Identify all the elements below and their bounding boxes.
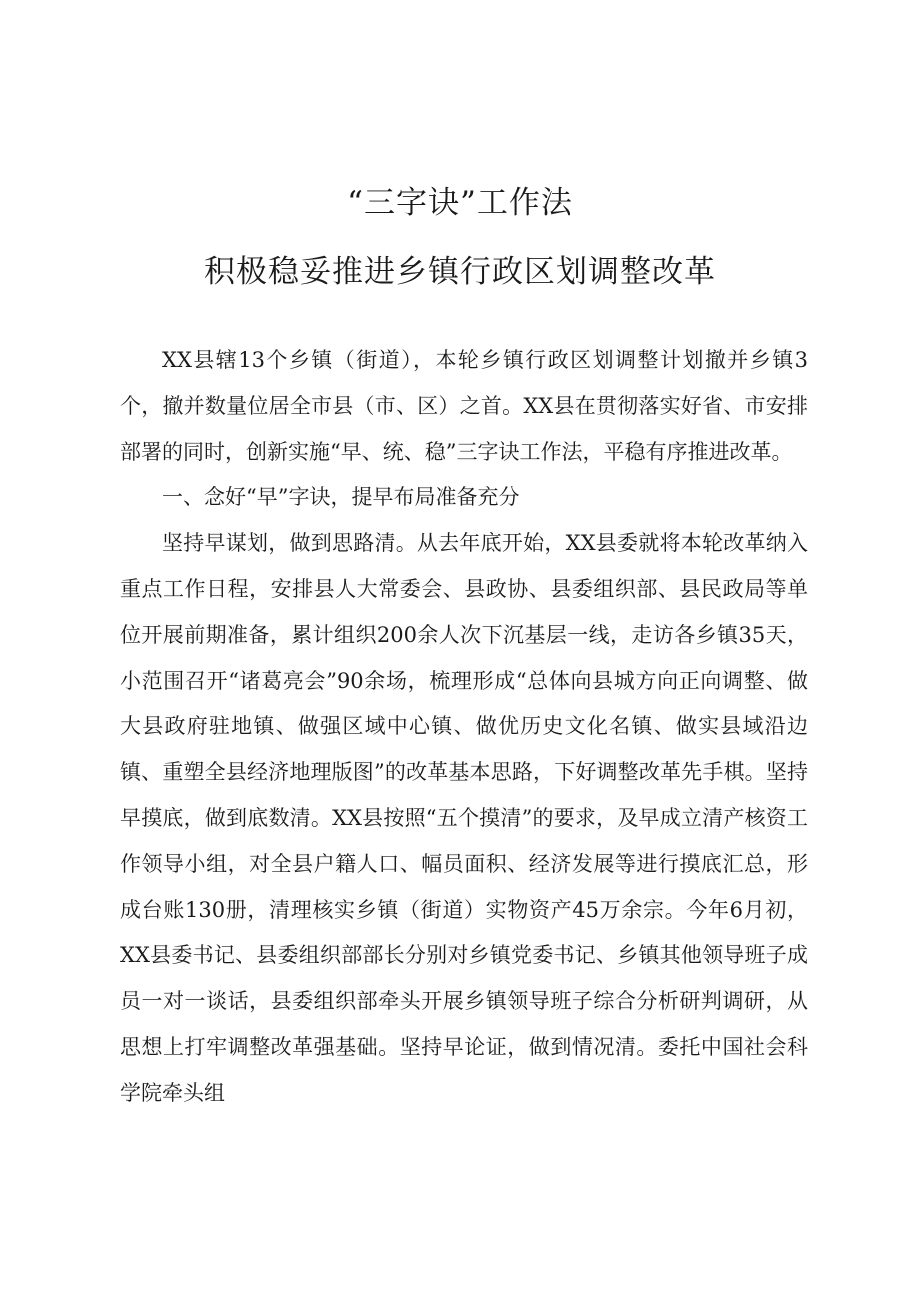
document-body <box>120 338 808 1117</box>
document-title-line-1: “三字诀”工作法 <box>347 185 573 221</box>
paragraph-intro: XX县辖13个乡镇（街道），本轮乡镇行政区划调整计划撤并乡镇3个，撤并数量位居全市县（市、区）之首。XX县在贯彻落实好省、市安排部署的同时，创新实施“早、统、稳”三字诀工作法，平稳有序推进改革。 <box>120 348 808 464</box>
document-title-line-2: 积极稳妥推进乡镇行政区划调整改革 <box>204 254 716 290</box>
section-heading-1: 一、念好“早”字诀，提早布局准备充分 <box>162 485 520 510</box>
paragraph-section-1: 坚持早谋划，做到思路清。从去年底开始，XX县委就将本轮改革纳入重点工作日程，安排县人大常委会、县政协、县委组织部、县民政局等单位开展前期准备，累计组织200余人次下沉基层一线，走访各乡镇35天，小范围召开“诸葛亮会”90余场，梳理形成“总体向县城方向正向调整、做大县政府驻地镇、做强区域中心镇、做优历史文化名镇、做实县域沿边镇、重塑全县经济地理版图”的改革基本思路，下好调整改革先手棋。坚持早摸底，做到底数清。XX县按照“五个摸清”的要求，及早成立清产核资工作领导小组，对全县户籍人口、幅员面积、经济发展等进行摸底汇总，形成台账130册，清理核实乡镇（街道）实物资产45万余宗。今年6月初，XX县委书记、县委组织部部长分别对乡镇党委书记、乡镇其他领导班子成员一对一谈话，县委组织部牵头开展乡镇领导班子综合分析研判调研，从思想上打牢调整改革强基础。坚持早论证，做到情况清。委托中国社会科学院牵头组 <box>120 531 808 1105</box>
